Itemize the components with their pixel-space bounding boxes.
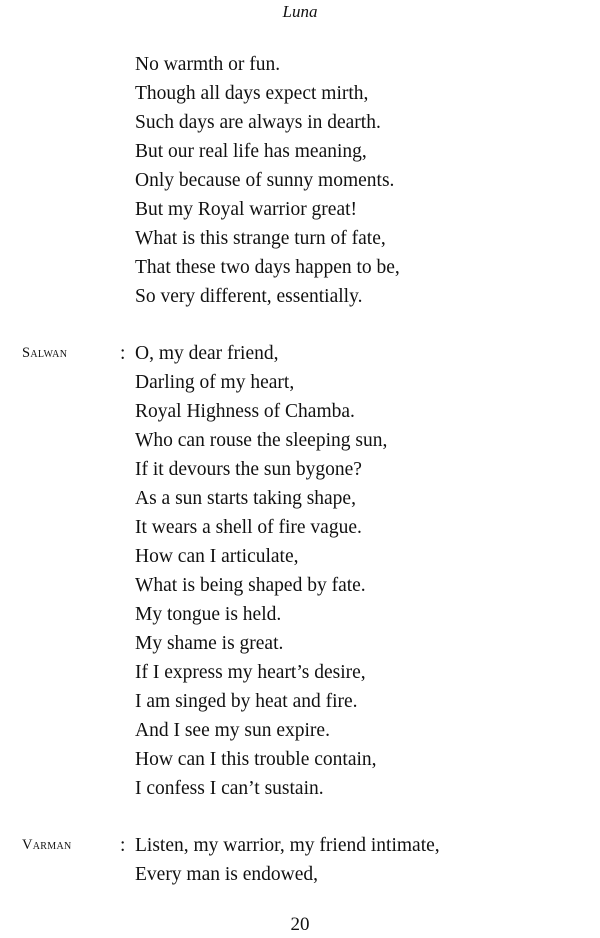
verse-line: As a sun starts taking shape, [135, 488, 356, 509]
verse-line: Only because of sunny moments. [135, 170, 395, 191]
verse-line: So very different, essentially. [135, 286, 363, 307]
verse-line: It wears a shell of fire vague. [135, 517, 362, 538]
verse-line: My tongue is held. [135, 604, 282, 625]
verse-line: No warmth or fun. [135, 54, 281, 75]
verse-line: How can I articulate, [135, 546, 299, 567]
verse-block-varman [135, 831, 440, 889]
verse-line: Who can rouse the sleeping sun, [135, 430, 388, 451]
verse-line: If it devours the sun bygone? [135, 459, 362, 480]
verse-block-salwan [135, 339, 387, 803]
verse-line: If I express my heart’s desire, [135, 662, 366, 683]
verse-line: That these two days happen to be, [135, 257, 400, 278]
speaker-separator: : [120, 835, 126, 856]
verse-line: But our real life has meaning, [135, 141, 367, 162]
verse-line: How can I this trouble contain, [135, 749, 377, 770]
verse-line: Royal Highness of Chamba. [135, 401, 355, 422]
verse-line: My shame is great. [135, 633, 284, 654]
verse-line: I confess I can’t sustain. [135, 778, 324, 799]
page-number: 20 [290, 914, 310, 935]
verse-line: Though all days expect mirth, [135, 83, 369, 104]
verse-block-intro [135, 50, 400, 311]
running-head: Luna [282, 2, 318, 21]
verse-line: Every man is endowed, [135, 864, 319, 885]
speaker-name-varman: Varman [22, 837, 72, 853]
verse-line: But my Royal warrior great! [135, 199, 358, 220]
verse-line: And I see my sun expire. [135, 720, 330, 741]
verse-line: What is this strange turn of fate, [135, 228, 386, 249]
verse-line: Darling of my heart, [135, 372, 295, 393]
verse-line: Listen, my warrior, my friend intimate, [135, 835, 440, 856]
speaker-separator: : [120, 343, 126, 364]
verse-line: Such days are always in dearth. [135, 112, 381, 133]
speaker-name-salwan: Salwan [22, 345, 68, 361]
verse-line: I am singed by heat and fire. [135, 691, 358, 712]
verse-line: O, my dear friend, [135, 343, 279, 364]
verse-line: What is being shaped by fate. [135, 575, 366, 596]
